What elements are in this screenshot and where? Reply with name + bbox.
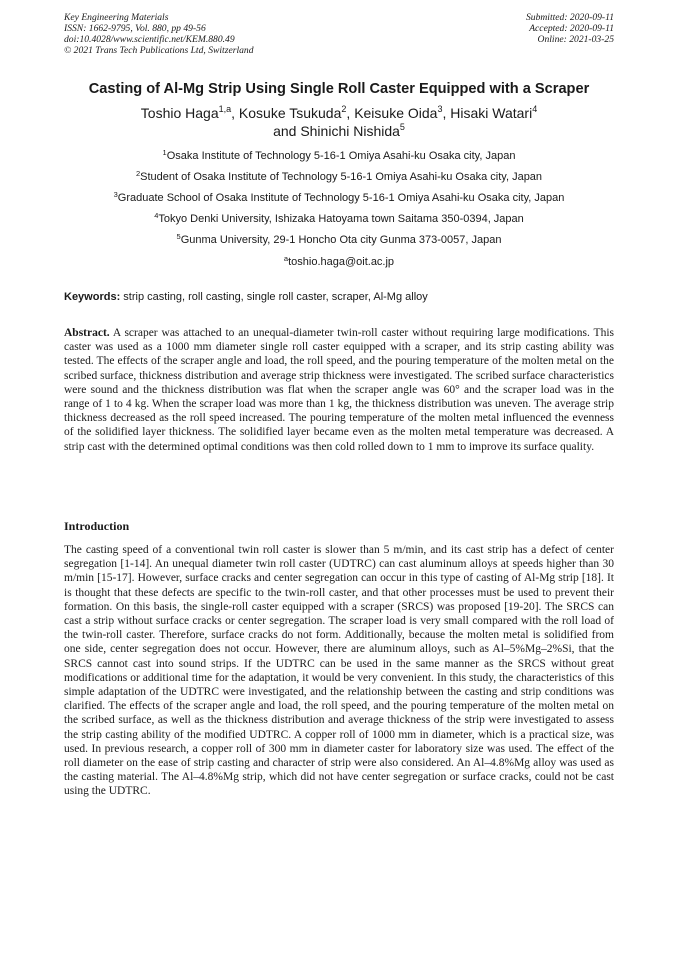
affiliation-5 [0,234,678,246]
online-date: Online: 2021-03-25 [537,34,614,45]
submission-dates [526,12,614,45]
author-conjunction: and [273,123,301,139]
author-separator: , [231,105,239,121]
journal-doi: doi:10.4028/www.scientific.net/KEM.880.49 [64,34,235,45]
affiliation-sup: 1 [162,148,167,157]
email-text: toshio.haga@oit.ac.jp [288,256,395,268]
affiliation-sup: 5 [176,232,181,241]
accepted-date: Accepted: 2020-09-11 [529,23,614,34]
keywords-label: Keywords: [64,291,121,303]
author-affil-sup: 1,a [218,104,232,114]
affiliation-3 [0,192,678,204]
keywords-text: strip casting, roll casting, single roll caster, scraper, Al-Mg alloy [120,291,428,303]
abstract-label: Abstract. [64,327,110,339]
author-list [0,104,678,140]
author-separator: , [442,105,451,121]
author-line-2 [0,122,678,140]
introduction-paragraph: The casting speed of a conventional twin roll caster is slower than 5 m/min, and its cast strip has a defect of center segregation [1-14]. An unequal diameter twin roll caster (UDTRC) can cast aluminum alloys at speeds higher than 30 m/min [15-17]. However, surface cracks and center segregation can occur in this type of casting of Al-Mg strip [18]. It is thought that these defects are specific to the twin-roll caster, and that other processes must be used to prevent their formation. On this basis, the single-roll caster equipped with a scraper (SRCS) was proposed [19-20]. The SRCS can cast a strip without surface cracks or center segregation. The scraper load is very small compared with the roll load of the twin-roll caster. Therefore, surface cracks do not form. Additionally, because the molten metal is solidified from one side, center segregation does not occur. However, there are aluminum alloys, such as Al–5%Mg–2%Si, that the SRCS cannot cast into sound strips. If the UDTRC can be used in the same manner as the SRCS without great modifications or additional time for the adaptation, it would be very convenient. In this study, the characteristics of this simple adaptation of the UDTRC were investigated, and the relationship between the casting and strip conditions was clarified. The effects of the scraper angle and load, the roll speed, and the pouring temperature of the molten metal on the scribed surface, as well as the thickness distribution and average thickness of the strip were investigated to assess the strip casting ability of the modified UDTRC. A copper roll of 1000 mm in diameter, which is a practical size, was used. In previous research, a copper roll of 300 mm in diameter caster for laboratory size was used. The effect of the roll diameter on the ease of strip casting and character of strip were also considered. An Al–4.8%Mg alloy was used as the casting material. The Al–4.8%Mg strip, which did not have center segregation or surface cracks, could not be cast using the UDTRC. [64,544,614,798]
author-name: Keisuke Oida [354,105,438,121]
author-affil-sup: 5 [399,122,405,132]
affiliation-text: Gunma University, 29-1 Honcho Ota city Gunma 373-0057, Japan [180,234,502,246]
author-affil-sup: 2 [341,104,347,114]
author-affil-sup: 4 [532,104,538,114]
affiliation-text: Graduate School of Osaka Institute of Technology 5-16-1 Omiya Asahi-ku Osaka city, Japan [117,192,565,204]
affiliation-4 [0,213,678,225]
journal-name: Key Engineering Materials [64,12,169,23]
author-name: Kosuke Tsukuda [238,105,342,121]
affiliation-2 [0,171,678,183]
author-affil-sup: 3 [437,104,443,114]
journal-issn: ISSN: 1662-9795, Vol. 880, pp 49-56 [64,23,206,34]
journal-copyright: © 2021 Trans Tech Publications Ltd, Switzerland [64,45,254,56]
author-name: Toshio Haga [140,105,219,121]
email-sup: a [283,254,289,263]
author-separator: , [346,105,355,121]
contact-email [0,256,678,268]
affiliation-sup: 2 [135,169,141,178]
journal-info [64,12,254,56]
paper-title: Casting of Al-Mg Strip Using Single Roll Caster Equipped with a Scraper [88,81,590,97]
affiliation-text: Osaka Institute of Technology 5-16-1 Omiya Asahi-ku Osaka city, Japan [166,150,516,162]
affiliation-sup: 4 [154,211,159,220]
affiliation-sup: 3 [113,190,118,199]
abstract [64,326,614,454]
affiliation-1 [0,150,678,162]
author-line-1 [0,104,678,122]
keywords [64,291,624,303]
submitted-date: Submitted: 2020-09-11 [525,12,614,23]
author-name: Hisaki Watari [450,105,533,121]
affiliation-text: Student of Osaka Institute of Technology 5-16-1 Omiya Asahi-ku Osaka city, Japan [140,171,543,183]
affiliation-text: Tokyo Denki University, Ishizaka Hatoyama town Saitama 350-0394, Japan [158,213,524,225]
section-heading-introduction: Introduction [64,519,130,533]
author-name: Shinichi Nishida [300,123,400,139]
abstract-text: A scraper was attached to an unequal-diameter twin-roll caster without requiring large modifications. This caster was used as a 1000 mm diameter single roll caster equipped with a scraper, and its strip casting ability was tested. The effects of the scraper angle and load, the roll speed, and the pouring temperature of the molten metal on the scribed surface, thickness distribution and average strip thickness were investigated. The scribed surface characteristics were sound and the thickness distribution was flat when the scraper angle was 60° and the scraper load was in the range of 1 to 4 kg. When the scraper load was more than 1 kg, the thickness distribution was uneven. The average strip thickness decreased as the roll speed increased. The pouring temperature of the molten metal influenced the evenness of the solidified layer thickness. The solidified layer became even as the molten metal temperature was decreased. A strip cast with the determined optimal conditions was then cold rolled down to 1 mm to improve its surface quality. [64,327,614,453]
